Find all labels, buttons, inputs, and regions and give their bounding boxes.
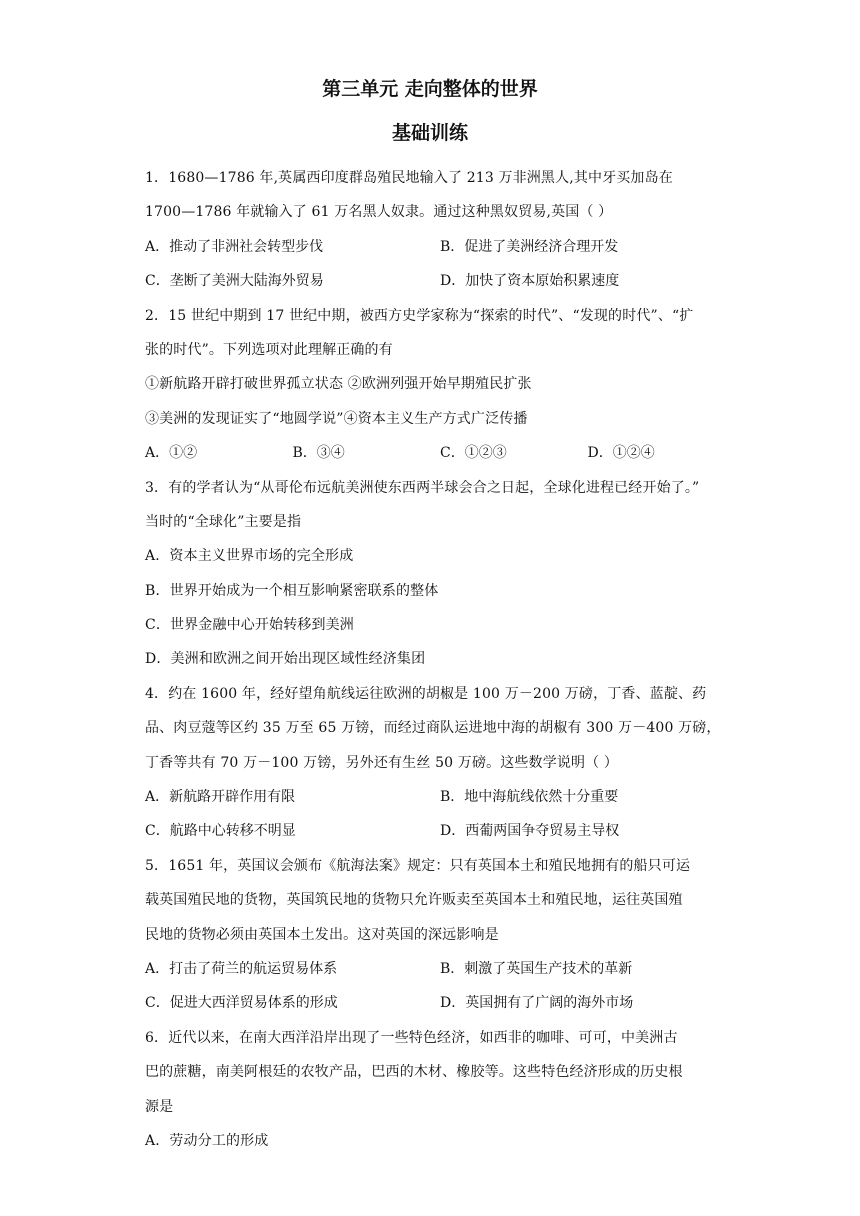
option-c: C．航路中心转移不明显: [145, 823, 296, 840]
question-stem-line: ③美洲的发现证实了“地圆学说”④资本主义生产方式广泛传播: [145, 410, 528, 427]
page-subtitle: 基础训练: [391, 122, 468, 144]
question-stem-line: 源是: [145, 1098, 174, 1115]
options-row: [145, 986, 735, 1020]
page-title: 第三单元 走向整体的世界: [322, 78, 538, 100]
question-3: [145, 471, 735, 677]
options-row: [145, 230, 735, 264]
options-row: [145, 264, 735, 298]
question-stem-line: 1．1680—1786 年,英属西印度群岛殖民地输入了 213 万非洲黑人,其中牙买加岛在: [145, 170, 673, 186]
question-stem-line: 巴的蔗糖，南美阿根廷的农牧产品，巴西的木材、橡胶等。这些特色经济形成的历史根: [145, 1064, 683, 1081]
options-row: [145, 780, 735, 814]
option-d: D．加快了资本原始积累速度: [440, 273, 620, 290]
question-stem-line: 品、肉豆蔻等区约 35 万至 65 万镑，而经过商队运进地中海的胡椒有 300 万－400 万磅，: [145, 720, 721, 737]
question-stem-line: 张的时代”。下列选项对此理解正确的有: [145, 341, 393, 358]
option-d: D．西葡两国争夺贸易主导权: [440, 823, 620, 840]
question-stem-line: 6．近代以来，在南大西洋沿岸出现了一些特色经济，如西非的咖啡、可可，中美洲古: [145, 1029, 678, 1046]
option-b: B．刺激了英国生产技术的革新: [440, 960, 633, 977]
question-6: [145, 1021, 735, 1159]
option-c: C．促进大西洋贸易体系的形成: [145, 995, 338, 1012]
option-d: D．英国拥有了广阔的海外市场: [440, 995, 634, 1012]
option-c: C．①②③: [440, 445, 507, 462]
option-b: B．③④: [292, 445, 345, 462]
question-stem-line: 3．有的学者认为“从哥伦布远航美洲使东西两半球会合之日起，全球化进程已经开始了。”: [145, 479, 700, 496]
question-stem-line: 当时的“全球化”主要是指: [145, 513, 302, 530]
question-stem-line: 丁香等共有 70 万－100 万镑，另外还有生丝 50 万磅。这些数学说明（ ）: [145, 754, 619, 771]
question-stem-line: 民地的货物必须由英国本土发出。这对英国的深远影响是: [145, 926, 499, 943]
option-b: B．世界开始成为一个相互影响紧密联系的整体: [145, 582, 439, 599]
options-row: [145, 952, 735, 986]
option-d: D．美洲和欧洲之间开始出现区域性经济集团: [145, 651, 426, 668]
option-b: B．促进了美洲经济合理开发: [440, 238, 619, 255]
option-a: A．新航路开辟作用有限: [145, 789, 296, 806]
option-a: A．资本主义世界市场的完全形成: [145, 548, 354, 565]
question-stem-line: ①新航路开辟打破世界孤立状态 ②欧洲列强开始早期殖民扩张: [145, 376, 532, 393]
option-a: A．推动了非洲社会转型步伐: [145, 238, 324, 255]
question-stem-line: 5．1651 年，英国议会颁布《航海法案》规定：只有英国本土和殖民地拥有的船只可运: [145, 857, 691, 874]
question-stem-line: 1700—1786 年就输入了 61 万名黑人奴隶。通过这种黑奴贸易,英国（ ）: [145, 204, 613, 221]
question-1: [145, 161, 735, 299]
option-a: A．劳动分工的形成: [145, 1132, 269, 1149]
options-row: [145, 436, 735, 470]
option-a: A．①②: [145, 445, 198, 462]
option-d: D．①②④: [587, 445, 655, 462]
options-row: [145, 814, 735, 848]
question-stem-line: 2．15 世纪中期到 17 世纪中期，被西方史学家称为“探索的时代”、“发现的时代”、“扩: [145, 307, 694, 324]
question-stem-line: 4．约在 1600 年，经好望角航线运往欧洲的胡椒是 100 万－200 万磅，丁香、蓝靛、药: [145, 685, 707, 702]
question-2: [145, 299, 735, 471]
question-5: [145, 849, 735, 1021]
option-a: A．打击了荷兰的航运贸易体系: [145, 960, 338, 977]
option-b: B．地中海航线依然十分重要: [440, 789, 619, 806]
option-c: C．世界金融中心开始转移到美洲: [145, 617, 354, 634]
question-stem-line: 载英国殖民地的货物，英国筑民地的货物只允许贩卖至英国本土和殖民地，运往英国殖: [145, 892, 683, 909]
option-c: C．垄断了美洲大陆海外贸易: [145, 273, 324, 290]
question-4: [145, 677, 735, 849]
question-list: [145, 161, 735, 1158]
